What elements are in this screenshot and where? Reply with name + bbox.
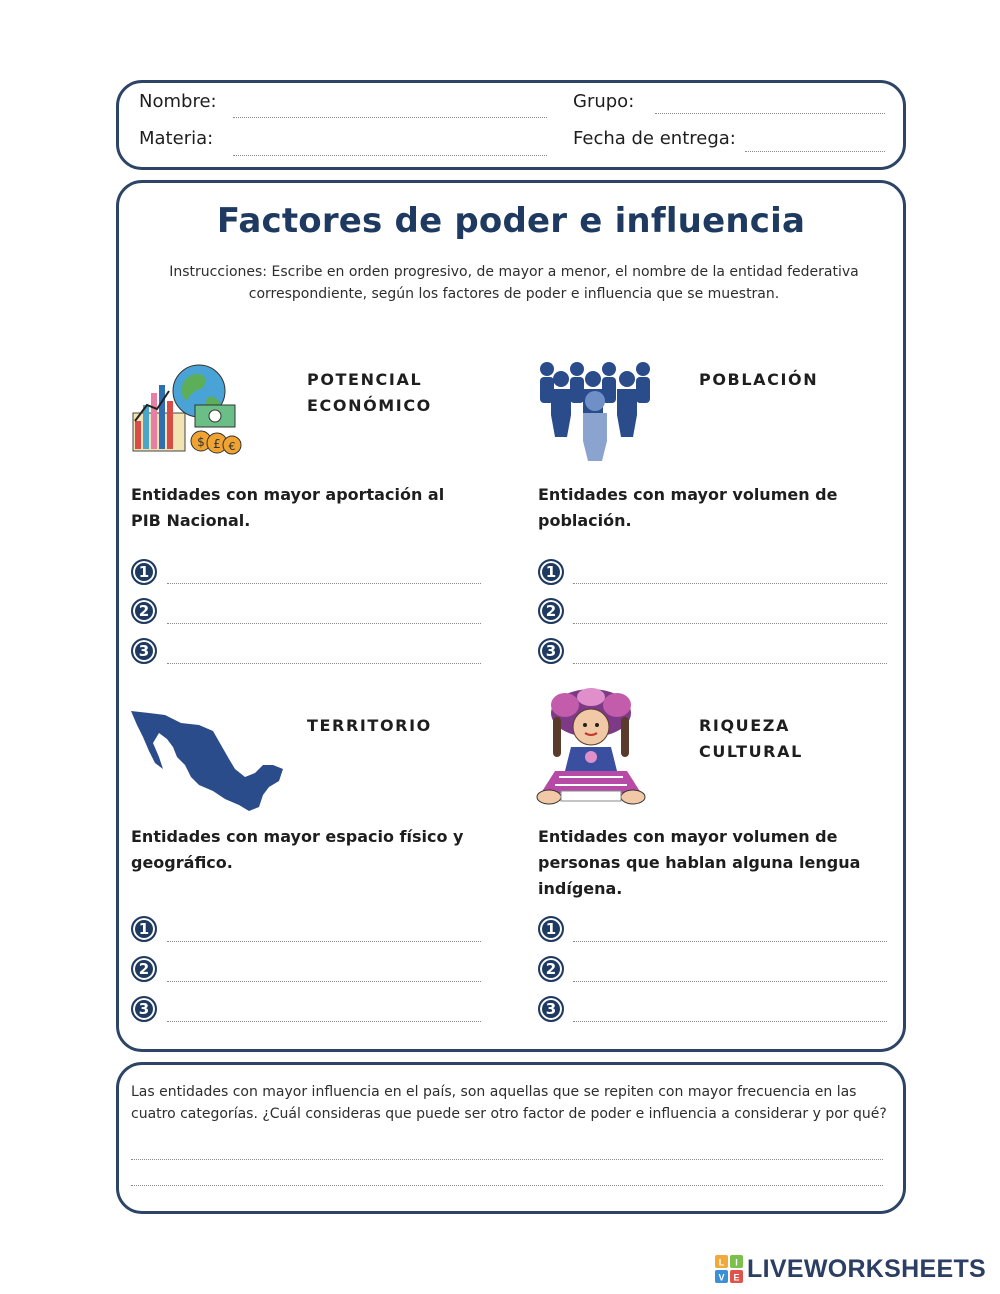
fecha-field[interactable] (745, 151, 885, 152)
brand-badge-icon (715, 1255, 743, 1283)
nombre-label: Nombre: (139, 91, 217, 112)
materia-label: Materia: (139, 128, 214, 149)
economy-icon (129, 361, 245, 461)
rank-badge-2: 2 (538, 598, 564, 624)
grupo-field[interactable] (655, 113, 885, 114)
reflection-box (116, 1062, 906, 1214)
culture-answer-3[interactable] (573, 1021, 887, 1022)
economic-answer-1[interactable] (167, 583, 481, 584)
section-territory-title: TERRITORIO (307, 716, 432, 735)
population-answer-3[interactable] (573, 663, 887, 664)
fecha-label: Fecha de entrega: (573, 128, 736, 149)
rank-badge-2: 2 (538, 956, 564, 982)
territory-answer-2[interactable] (167, 981, 481, 982)
population-answer-1[interactable] (573, 583, 887, 584)
rank-badge-1: 1 (131, 916, 157, 942)
economic-answer-3[interactable] (167, 663, 481, 664)
reflection-answer-line-2[interactable] (131, 1185, 883, 1186)
section-culture-description: Entidades con mayor volumen de personas que hablan alguna lengua indígena. (538, 827, 861, 898)
instructions-text: Instrucciones: Escribe en orden progresivo, de mayor a menor, el nombre de la entidad federativa correspondiente, según los factores de poder e influencia que se muestran. (169, 264, 859, 302)
rank-badge-1: 1 (538, 559, 564, 585)
culture-answer-1[interactable] (573, 941, 887, 942)
population-icon (537, 361, 657, 463)
reflection-answer-line-1[interactable] (131, 1159, 883, 1160)
rank-badge-3: 3 (131, 638, 157, 664)
doll-icon (535, 687, 647, 809)
brand-badge-letter: E (733, 1272, 740, 1283)
section-population-description: Entidades con mayor volumen de población. (538, 485, 838, 530)
main-worksheet-box (116, 180, 906, 1052)
brand-badge-letter: L (718, 1257, 725, 1268)
section-economic-title: POTENCIAL ECONÓMICO (307, 370, 432, 415)
territory-answer-3[interactable] (167, 1021, 481, 1022)
page-title: Factores de poder e influencia (216, 201, 806, 241)
territory-answer-1[interactable] (167, 941, 481, 942)
section-economic-description: Entidades con mayor aportación al PIB Nacional. (131, 485, 445, 530)
economic-answer-2[interactable] (167, 623, 481, 624)
rank-badge-3: 3 (131, 996, 157, 1022)
svg-text:€: € (228, 440, 236, 453)
grupo-label: Grupo: (573, 91, 635, 112)
rank-badge-1: 1 (538, 916, 564, 942)
rank-badge-1: 1 (131, 559, 157, 585)
nombre-field[interactable] (233, 117, 547, 118)
rank-badge-3: 3 (538, 996, 564, 1022)
rank-badge-2: 2 (131, 598, 157, 624)
brand-badge-letter: V (718, 1272, 725, 1283)
rank-badge-2: 2 (131, 956, 157, 982)
svg-text:$: $ (197, 435, 205, 449)
reflection-question: Las entidades con mayor influencia en el país, son aquellas que se repiten con mayor frecuencia en las cuatro categorías. ¿Cuál consideras que puede ser otro factor de poder e influencia a considerar y por qué? (131, 1084, 887, 1122)
culture-answer-2[interactable] (573, 981, 887, 982)
section-culture-title: RIQUEZA CULTURAL (699, 716, 803, 761)
rank-badge-3: 3 (538, 638, 564, 664)
brand-badge-letter: I (735, 1257, 738, 1268)
brand-name: LIVEWORKSHEETS (747, 1254, 986, 1283)
mexico-map-icon (129, 707, 289, 817)
section-territory-description: Entidades con mayor espacio físico y geográfico. (131, 827, 464, 872)
student-info-box (116, 80, 906, 170)
section-population-title: POBLACIÓN (699, 370, 819, 389)
liveworksheets-logo (715, 1254, 986, 1284)
svg-text:£: £ (213, 437, 221, 451)
materia-field[interactable] (233, 155, 547, 156)
population-answer-2[interactable] (573, 623, 887, 624)
